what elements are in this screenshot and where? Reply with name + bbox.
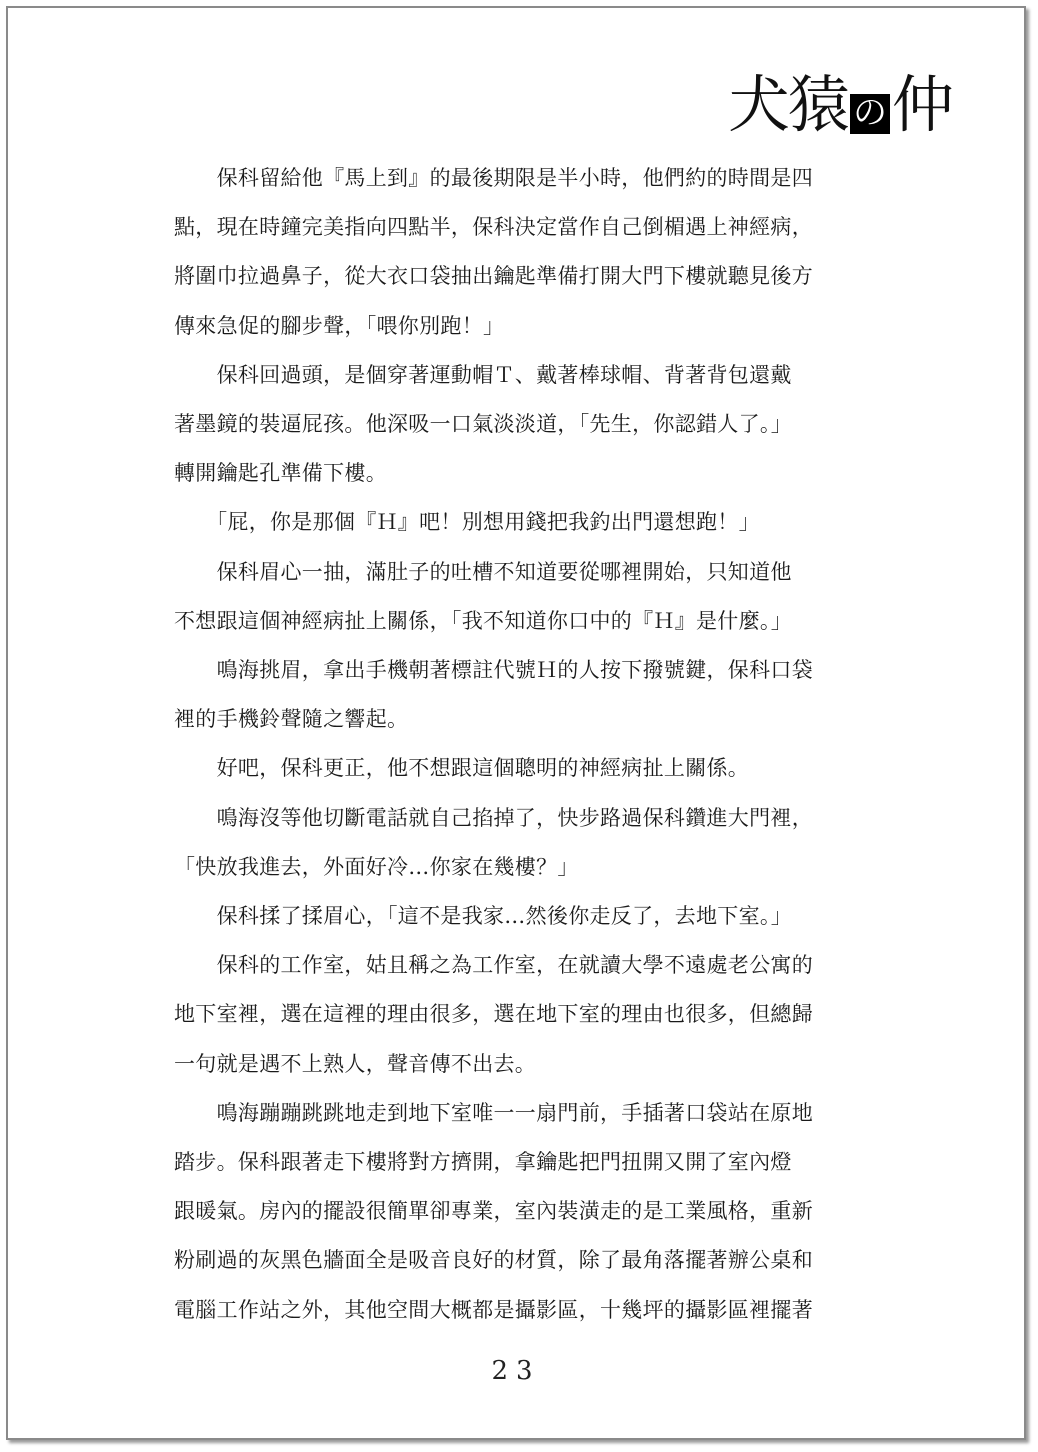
text-line: 「屁，你是那個『Ｈ』吧！別想用錢把我釣出門還想跑！」: [174, 510, 760, 535]
page-number: 23: [491, 1356, 541, 1386]
text-line: 保科揉了揉眉心，「這不是我家…然後你走反了，去地下室。」: [174, 904, 792, 929]
title-part-2: 仲: [891, 68, 952, 141]
title-badge: の: [850, 94, 890, 134]
text-line: 著墨鏡的裝逼屁孩。他深吸一口氣淡淡道，「先生，你認錯人了。」: [174, 412, 792, 437]
text-line: 踏步。保科跟著走下樓將對方擠開，拿鑰匙把門扭開又開了室內燈: [174, 1150, 792, 1175]
title-part-1: 犬猿: [727, 68, 848, 141]
text-line: 裡的手機鈴聲隨之響起。: [174, 707, 409, 732]
book-page: [6, 6, 1026, 1440]
text-line: 地下室裡，選在這裡的理由很多，選在地下室的理由也很多，但總歸: [174, 1002, 813, 1027]
text-line: 鳴海蹦蹦跳跳地走到地下室唯一一扇門前，手插著口袋站在原地: [174, 1100, 813, 1125]
text-line: 點，現在時鐘完美指向四點半，保科決定當作自己倒楣遇上神經病，: [174, 215, 813, 240]
book-title: [728, 66, 952, 144]
text-line: 保科留給他『馬上到』的最後期限是半小時，他們約的時間是四: [174, 166, 813, 190]
text-line: 跟暖氣。房內的擺設很簡單卻專業，室內裝潢走的是工業風格，重新: [174, 1199, 813, 1224]
text-line: 鳴海沒等他切斷電話就自己掐掉了，快步路過保科鑽進大門裡，: [174, 805, 813, 830]
text-line: 保科眉心一抽，滿肚子的吐槽不知道要從哪裡開始，只知道他: [174, 559, 792, 584]
text-line: 電腦工作站之外，其他空間大概都是攝影區，十幾坪的攝影區裡擺著: [174, 1297, 813, 1322]
text-line: 保科回過頭，是個穿著運動帽Ｔ、戴著棒球帽、背著背包還戴: [174, 362, 792, 387]
text-line: 傳來急促的腳步聲，「喂你別跑！」: [174, 313, 505, 338]
text-line: 好吧，保科更正，他不想跟這個聰明的神經病扯上關係。: [174, 756, 750, 781]
text-line: 粉刷過的灰黑色牆面全是吸音良好的材質，除了最角落擺著辦公桌和: [174, 1248, 813, 1273]
text-line: 將圍巾拉過鼻子，從大衣口袋抽出鑰匙準備打開大門下樓就聽見後方: [174, 264, 813, 289]
text-line: 轉開鑰匙孔準備下樓。: [174, 461, 387, 486]
text-line: 保科的工作室，姑且稱之為工作室，在就讀大學不遠處老公寓的: [174, 953, 813, 978]
text-line: 鳴海挑眉，拿出手機朝著標註代號Ｈ的人按下撥號鍵，保科口袋: [174, 658, 813, 683]
page-body-text: [174, 154, 914, 1335]
text-line: 「快放我進去，外面好冷…你家在幾樓？」: [174, 854, 579, 879]
text-line: 不想跟這個神經病扯上關係，「我不知道你口中的『Ｈ』是什麼。」: [174, 608, 792, 633]
text-line: 一句就是遇不上熟人，聲音傳不出去。: [174, 1051, 537, 1076]
